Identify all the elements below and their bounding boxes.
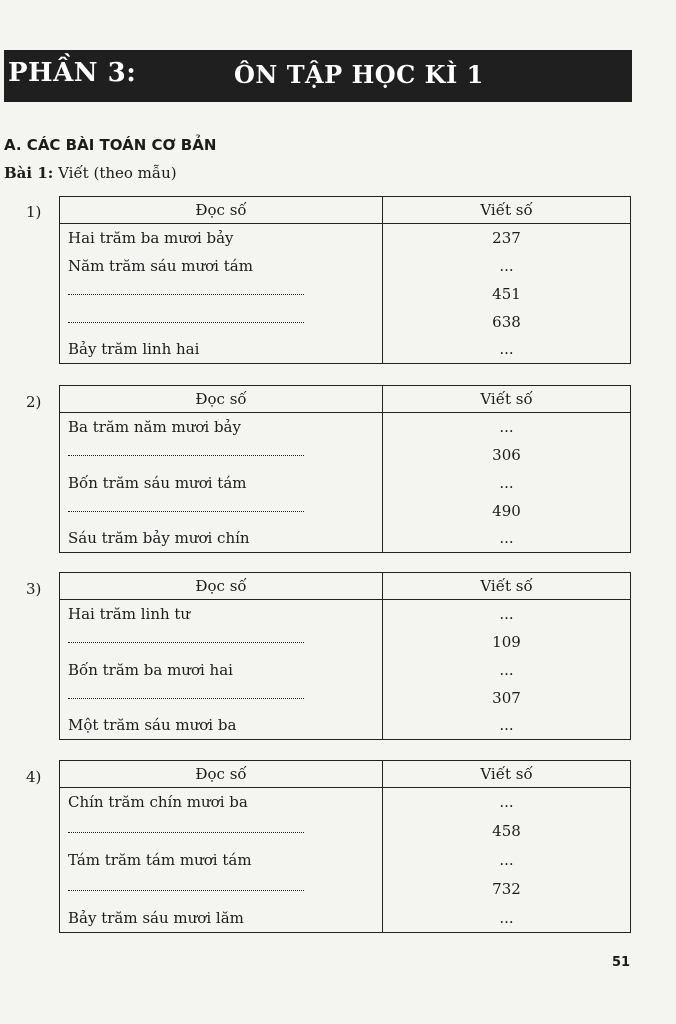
number-table-1: [59, 196, 631, 364]
table-number: 4): [26, 768, 42, 786]
part-title: ÔN TẬP HỌC KÌ 1: [234, 60, 484, 89]
blank-line: [68, 292, 304, 295]
read-cell: Năm trăm sáu mươi tám: [68, 256, 253, 275]
write-cell: 490: [492, 501, 521, 520]
table-row: [60, 252, 631, 280]
write-cell: 307: [492, 688, 521, 707]
read-cell: Tám trăm tám mươi tám: [68, 851, 252, 869]
table-row: [60, 308, 631, 336]
write-cell: ...: [499, 660, 514, 679]
col-header-read: Đọc số: [60, 761, 383, 788]
table-number: 2): [26, 393, 42, 411]
blank-line: [68, 509, 304, 512]
table-row: [60, 875, 631, 904]
table-row: [60, 469, 631, 497]
table-row: [60, 904, 631, 933]
number-table-4: [59, 760, 631, 933]
blank-line: [68, 888, 304, 891]
table-number: 1): [26, 203, 42, 221]
page-number: 51: [612, 955, 631, 970]
write-cell: ...: [499, 908, 514, 927]
blank-line: [68, 640, 304, 643]
table-row: [60, 712, 631, 740]
write-cell: ...: [499, 793, 514, 812]
read-cell: Sáu trăm bảy mươi chín: [68, 529, 250, 548]
blank-line: [68, 320, 304, 323]
write-cell: ...: [499, 417, 514, 436]
write-cell: 109: [492, 632, 521, 651]
read-cell: Bảy trăm sáu mươi lăm: [68, 908, 244, 927]
read-cell: Ba trăm năm mươi bảy: [68, 417, 241, 436]
read-cell: Bốn trăm ba mươi hai: [68, 660, 233, 679]
table-row: [60, 817, 631, 846]
table-row: [60, 525, 631, 553]
write-cell: 237: [492, 228, 521, 247]
write-cell: ...: [499, 340, 514, 359]
write-cell: ...: [499, 716, 514, 735]
col-header-write: Viết số: [383, 761, 631, 788]
part-label: PHẦN 3:: [8, 58, 137, 88]
read-cell: Hai trăm linh tư: [68, 604, 191, 623]
table-row: [60, 441, 631, 469]
write-cell: ...: [499, 529, 514, 548]
col-header-write: Viết số: [383, 573, 631, 600]
blank-line: [68, 830, 304, 833]
number-table-3: [59, 572, 631, 740]
write-cell: ...: [499, 473, 514, 492]
table-row: [60, 224, 631, 252]
blank-line: [68, 696, 304, 699]
col-header-write: Viết số: [383, 197, 631, 224]
table-row: [60, 656, 631, 684]
col-header-read: Đọc số: [60, 197, 383, 224]
exercise-heading: [4, 164, 177, 182]
write-cell: 306: [492, 445, 521, 464]
table-row: [60, 497, 631, 525]
read-cell: Chín trăm chín mươi ba: [68, 793, 248, 812]
table-row: [60, 788, 631, 817]
table-row: [60, 413, 631, 441]
write-cell: ...: [499, 604, 514, 623]
table-row: [60, 846, 631, 875]
blank-line: [68, 453, 304, 456]
write-cell: ...: [499, 256, 514, 275]
table-row: [60, 628, 631, 656]
col-header-read: Đọc số: [60, 573, 383, 600]
write-cell: 638: [492, 312, 521, 331]
table-row: [60, 684, 631, 712]
read-cell: Hai trăm ba mươi bảy: [68, 228, 234, 247]
read-cell: Bảy trăm linh hai: [68, 340, 200, 359]
exercise-label: Bài 1:: [4, 164, 54, 182]
section-title: A. CÁC BÀI TOÁN CƠ BẢN: [4, 136, 217, 154]
exercise-instruction: Viết (theo mẫu): [58, 164, 177, 182]
table-row: [60, 280, 631, 308]
read-cell: Một trăm sáu mươi ba: [68, 716, 237, 735]
col-header-read: Đọc số: [60, 386, 383, 413]
write-cell: 732: [492, 880, 521, 898]
table-row: [60, 600, 631, 628]
write-cell: 451: [492, 284, 521, 303]
write-cell: ...: [499, 851, 514, 869]
number-table-2: [59, 385, 631, 553]
write-cell: 458: [492, 822, 521, 840]
table-number: 3): [26, 580, 42, 598]
read-cell: Bốn trăm sáu mươi tám: [68, 473, 247, 492]
col-header-write: Viết số: [383, 386, 631, 413]
part-banner: [4, 50, 632, 102]
table-row: [60, 336, 631, 364]
